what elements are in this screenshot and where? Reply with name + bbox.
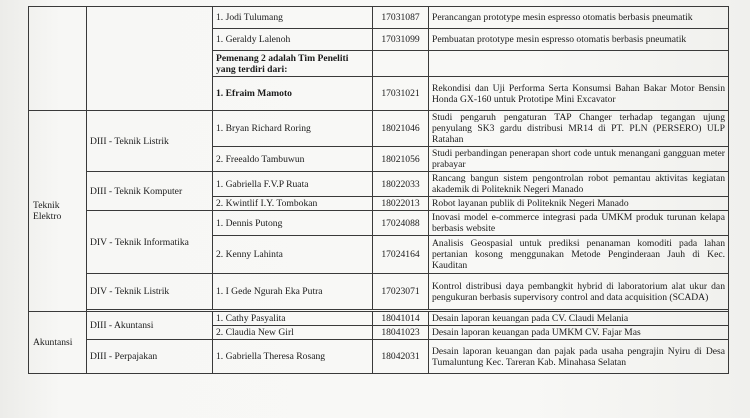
student-nim: 18021056 <box>373 147 429 172</box>
student-name: 1. Dennis Putong <box>213 211 373 236</box>
faculty-cell: Akuntansi <box>29 312 87 374</box>
research-title: Pembuatan prototype mesin espresso otomatis berbasis pneumatik <box>429 29 729 51</box>
research-title: Rancang bangun sistem pengontrolan robot pemantau aktivitas kegiatan akademik di Politeknik Negeri Manado <box>429 172 729 197</box>
program-cell: DIII - Akuntansi <box>87 312 213 340</box>
winners-table <box>28 6 729 374</box>
student-nim: 17031099 <box>373 29 429 51</box>
student-name: 2. Kwintlif I.Y. Tombokan <box>213 197 373 211</box>
research-title: Rekondisi dan Uji Performa Serta Konsumsi Bahan Bakar Motor Bensin Honda GX-160 untuk Prototipe Mini Excavator <box>429 77 729 111</box>
research-title: Perancangan prototype mesin espresso otomatis berbasis pneumatik <box>429 7 729 29</box>
program-cell: DIII - Teknik Komputer <box>87 172 213 211</box>
table-row <box>29 111 729 147</box>
student-nim: 18041014 <box>373 312 429 326</box>
student-name: 1. Efraim Mamoto <box>213 77 373 111</box>
table-row <box>29 340 729 374</box>
student-name: 2. Claudia New Girl <box>213 326 373 340</box>
program-cell: DIV - Teknik Listrik <box>87 274 213 310</box>
student-nim: 18021046 <box>373 111 429 147</box>
student-name: 1. Geraldy Lalenoh <box>213 29 373 51</box>
table-row <box>29 172 729 197</box>
student-name: 2. Kenny Lahinta <box>213 236 373 274</box>
faculty-cell: Teknik Elektro <box>29 111 87 312</box>
table-row <box>29 312 729 326</box>
research-title: Desain laporan keuangan pada UMKM CV. Fajar Mas <box>429 326 729 340</box>
student-nim: 18042031 <box>373 340 429 374</box>
table-row <box>29 274 729 310</box>
program-cell: DIII - Teknik Listrik <box>87 111 213 172</box>
student-nim: 18022013 <box>373 197 429 211</box>
student-name: 1. Gabriella Theresa Rosang <box>213 340 373 374</box>
student-name: 1. Gabriella F.V.P Ruata <box>213 172 373 197</box>
student-name: 1. Jodi Tulumang <box>213 7 373 29</box>
faculty-cell-empty <box>29 7 87 111</box>
student-nim: 17023071 <box>373 274 429 310</box>
student-nim: 18041023 <box>373 326 429 340</box>
student-nim: 17024164 <box>373 236 429 274</box>
table-row <box>29 211 729 236</box>
student-nim: 17031021 <box>373 77 429 111</box>
empty-cell <box>373 51 429 77</box>
program-cell: DIV - Teknik Informatika <box>87 211 213 274</box>
research-title: Desain laporan keuangan dan pajak pada usaha pengrajin Nyiru di Desa Tumaluntung Kec. Tareran Kab. Minahasa Selatan <box>429 340 729 374</box>
student-name: 1. Bryan Richard Roring <box>213 111 373 147</box>
research-title: Studi perbandingan penerapan short code untuk menangani gangguan meter prabayar <box>429 147 729 172</box>
student-name: 1. Cathy Pasyalita <box>213 312 373 326</box>
research-title: Kontrol distribusi daya pembangkit hybrid di laboratorium alat ukur dan pengukuran berbasis supervisory control and data acquisition (SCADA) <box>429 274 729 310</box>
table-row <box>29 7 729 29</box>
student-name: 1. I Gede Ngurah Eka Putra <box>213 274 373 310</box>
research-title: Analisis Geospasial untuk prediksi penanaman komoditi pada lahan pertanian kosong menggunakan Metode Penginderaan Jauh di Kec. Kauditan <box>429 236 729 274</box>
program-cell-empty <box>87 7 213 111</box>
research-title: Robot layanan publik di Politeknik Negeri Manado <box>429 197 729 211</box>
student-nim: 17024088 <box>373 211 429 236</box>
empty-cell <box>429 51 729 77</box>
student-name: 2. Freealdo Tambuwun <box>213 147 373 172</box>
research-title: Inovasi model e-commerce integrasi pada UMKM produk turunan kelapa berbasis website <box>429 211 729 236</box>
program-cell: DIII - Perpajakan <box>87 340 213 374</box>
winner-group-header: Pemenang 2 adalah Tim Peneliti yang terdiri dari: <box>213 51 373 77</box>
research-title: Desain laporan keuangan pada CV. Claudi Melania <box>429 312 729 326</box>
student-nim: 18022033 <box>373 172 429 197</box>
research-title: Studi pengaruh pengaturan TAP Changer terhadap tegangan ujung penyulang SK3 gardu distribusi MR14 di PT. PLN (PERSERO) ULP Ratahan <box>429 111 729 147</box>
student-nim: 17031087 <box>373 7 429 29</box>
